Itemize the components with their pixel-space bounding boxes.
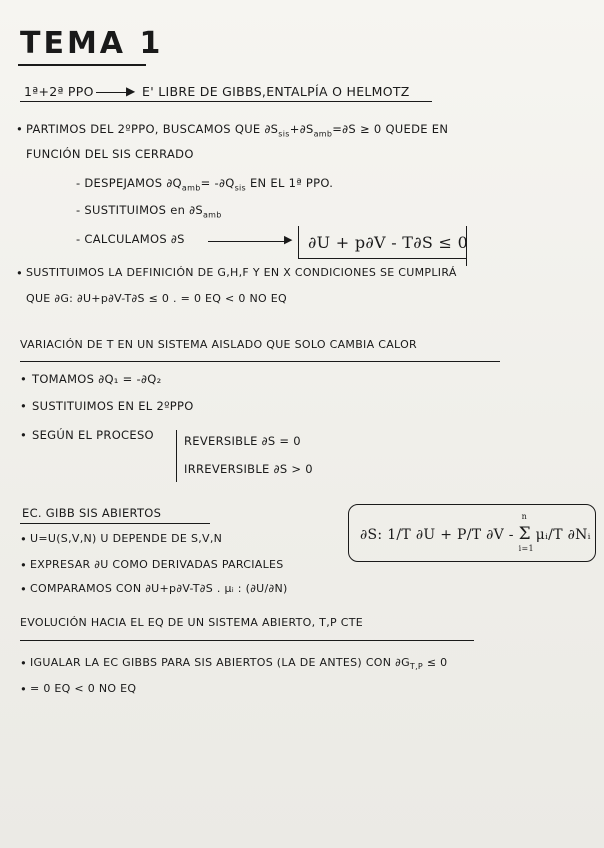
bullet-icon: • xyxy=(16,122,24,136)
s2-case1: REVERSIBLE ∂S = 0 xyxy=(184,434,301,448)
intro-right: E' LIBRE DE GIBBS,ENTALPÍA O HELMOTZ xyxy=(142,84,410,99)
gibbs-formula-b: μᵢ/T ∂Nᵢ xyxy=(530,527,591,543)
s2-underline xyxy=(20,361,500,362)
s1-step2-sub: amb xyxy=(202,210,222,220)
gibbs-formula xyxy=(360,512,591,553)
s3-bullet2: EXPRESAR ∂U COMO DERIVADAS PARCIALES xyxy=(30,558,284,571)
bullet-icon: • xyxy=(20,558,28,572)
s4-bullet1-text: IGUALAR LA EC GIBBS PARA SIS ABIERTOS (LA DE ANTES) CON ∂G xyxy=(30,656,410,669)
gibbs-sum xyxy=(518,512,534,553)
gibbs-formula-a: 1/T ∂U + P/T ∂V - xyxy=(387,527,519,543)
s3-underline xyxy=(20,523,210,524)
s1-sub-sis: sis xyxy=(278,129,290,139)
page-title: TEMA 1 xyxy=(20,26,164,61)
s1-bullet1-line2: FUNCIÓN DEL SIS CERRADO xyxy=(26,147,194,161)
bullet-icon: • xyxy=(16,266,24,280)
bullet-icon: • xyxy=(20,399,28,413)
title-underline xyxy=(18,64,146,66)
s1-step1-rest: = -∂Q xyxy=(200,176,235,190)
arrow-icon-2: ▶ xyxy=(284,233,293,246)
arrow-line xyxy=(96,92,130,93)
s1-bullet2-line1: SUSTITUIMOS LA DEFINICIÓN DE G,H,F Y EN X CONDICIONES SE CUMPLIRÁ xyxy=(26,266,457,279)
s4-underline xyxy=(20,640,474,641)
s1-bullet2-line2: QUE ∂G: ∂U+p∂V-T∂S ≤ 0 . = 0 EQ < 0 NO EQ xyxy=(26,292,287,305)
gibbs-sum-symbol: Σ xyxy=(518,524,531,544)
s2-bullet2: SUSTITUIMOS EN EL 2ºPPO xyxy=(32,399,194,413)
gibbs-formula-left: ∂S: xyxy=(360,527,388,543)
s2-bullet1: TOMAMOS ∂Q₁ = -∂Q₂ xyxy=(32,372,162,386)
s2-bullet3: SEGÚN EL PROCESO xyxy=(32,428,154,442)
s1-step3: - CALCULAMOS ∂S xyxy=(76,232,185,246)
s2-bracket xyxy=(176,430,177,482)
s3-bullet3: COMPARAMOS CON ∂U+p∂V-T∂S . μᵢ : (∂U/∂N) xyxy=(30,582,288,595)
bullet-icon: • xyxy=(20,428,28,442)
s1-step1-end: EN EL 1ª PPO. xyxy=(246,176,334,190)
result-formula: ∂U + p∂V - T∂S ≤ 0 xyxy=(308,233,469,252)
s1-step1-text: - DESPEJAMOS ∂Q xyxy=(76,176,182,190)
s1-sub-amb: amb xyxy=(313,129,333,139)
s1-step1-sub2: sis xyxy=(234,183,247,193)
s4-bullet2: = 0 EQ < 0 NO EQ xyxy=(30,682,137,695)
s4-bullet1-sub: T,P xyxy=(409,662,424,672)
s1-step1 xyxy=(76,176,333,192)
s1-step2-text: - SUSTITUIMOS en ∂S xyxy=(76,203,203,217)
arrow-icon: ▶ xyxy=(126,84,136,98)
s4-bullet1 xyxy=(30,656,447,671)
s4-bullet1-end: ≤ 0 xyxy=(423,656,448,669)
bullet-icon: • xyxy=(20,682,28,696)
s2-heading: VARIACIÓN DE T EN UN SISTEMA AISLADO QUE SOLO CAMBIA CALOR xyxy=(20,338,417,351)
s1-rest: =∂S ≥ 0 QUEDE EN xyxy=(332,122,449,136)
s1-plus: +∂S xyxy=(289,122,314,136)
s3-heading: EC. GIBB SIS ABIERTOS xyxy=(22,506,162,520)
bullet-icon: • xyxy=(20,532,28,546)
arrow-line-2 xyxy=(208,241,288,242)
s3-bullet1: U=U(S,V,N) U DEPENDE DE S,V,N xyxy=(30,532,223,545)
s2-case2: IRREVERSIBLE ∂S > 0 xyxy=(184,462,313,476)
gibbs-sum-bottom: i=1 xyxy=(518,544,534,553)
bullet-icon: • xyxy=(20,582,28,596)
gibbs-sum-top: n xyxy=(521,512,528,521)
s1-bullet1-line1 xyxy=(26,122,448,138)
bullet-icon: • xyxy=(20,656,28,670)
bullet-icon: • xyxy=(20,372,28,386)
intro-underline xyxy=(20,101,432,102)
intro-left: 1ª+2ª PPO xyxy=(24,84,94,99)
s1-bullet1-text: PARTIMOS DEL 2ºPPO, BUSCAMOS QUE ∂S xyxy=(26,122,279,136)
s1-step2 xyxy=(76,203,222,219)
s4-heading: EVOLUCIÓN HACIA EL EQ DE UN SISTEMA ABIERTO, T,P CTE xyxy=(20,616,363,629)
s1-step1-sub: amb xyxy=(181,183,201,193)
